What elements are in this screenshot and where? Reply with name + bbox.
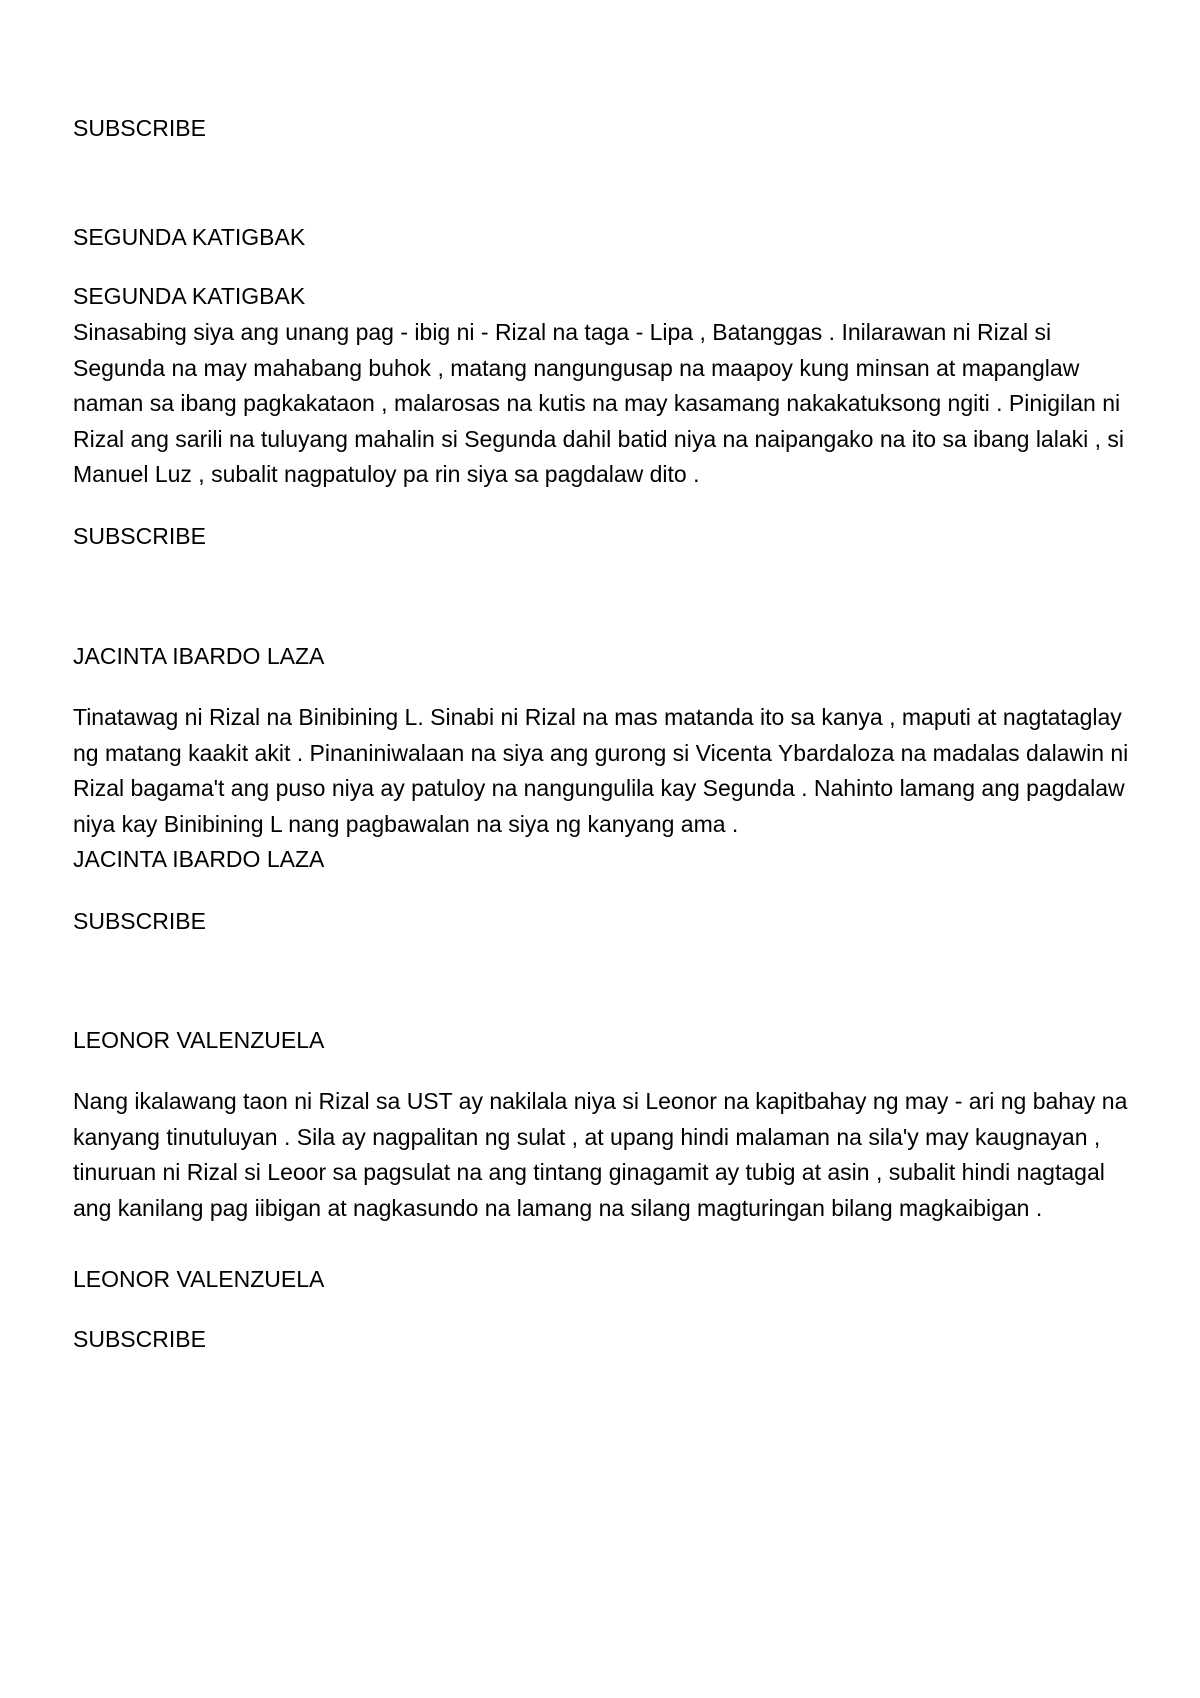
subscribe-link[interactable]: SUBSCRIBE [73,908,206,934]
subscribe-link[interactable]: SUBSCRIBE [73,523,206,549]
section-heading: SEGUNDA KATIGBAK [73,224,306,250]
section-caption: SEGUNDA KATIGBAK [73,283,306,309]
section-heading: LEONOR VALENZUELA [73,1027,325,1053]
section-caption: JACINTA IBARDO LAZA [73,846,325,872]
subscribe-link[interactable]: SUBSCRIBE [73,1326,206,1352]
section-caption: LEONOR VALENZUELA [73,1266,325,1292]
section-body: Sinasabing siya ang unang pag - ibig ni - Rizal na taga - Lipa , Batanggas . Inilarawan ni Rizal si Segunda na may mahabang buhok , matang nangungusap na maapoy kung minsan at mapanglaw naman sa ibang pagkakataon , malarosas na kutis na may kasamang nakakatuksong ngiti . Pinigilan ni Rizal ang sarili na tuluyang mahalin si Segunda dahil batid niya na naipangako na ito sa ibang lalaki , si Manuel Luz , subalit nagpatuloy pa rin siya sa pagdalaw dito . [73,319,1125,487]
section-body: Nang ikalawang taon ni Rizal sa UST ay nakilala niya si Leonor na kapitbahay ng may - ari ng bahay na kanyang tinutuluyan . Sila ay nagpalitan ng sulat , at upang hindi malaman na sila'y may kaugnayan , tinuruan ni Rizal si Leoor sa pagsulat na ang tintang ginagamit ay tubig at asin , subalit hindi nagtagal ang kanilang pag iibigan at nagkasundo na lamang na silang magturingan bilang magkaibigan . [73,1088,1128,1221]
section-heading: JACINTA IBARDO LAZA [73,643,325,669]
subscribe-link[interactable]: SUBSCRIBE [73,115,206,141]
section-body: Tinatawag ni Rizal na Binibining L. Sinabi ni Rizal na mas matanda ito sa kanya , maputi at nagtataglay ng matang kaakit akit . Pinaniniwalaan na siya ang gurong si Vicenta Ybardaloza na madalas dalawin ni Rizal bagama't ang puso niya ay patuloy na nangungulila kay Segunda . Nahinto lamang ang pagdalaw niya kay Binibining L nang pagbawalan na siya ng kanyang ama . [73,704,1129,837]
